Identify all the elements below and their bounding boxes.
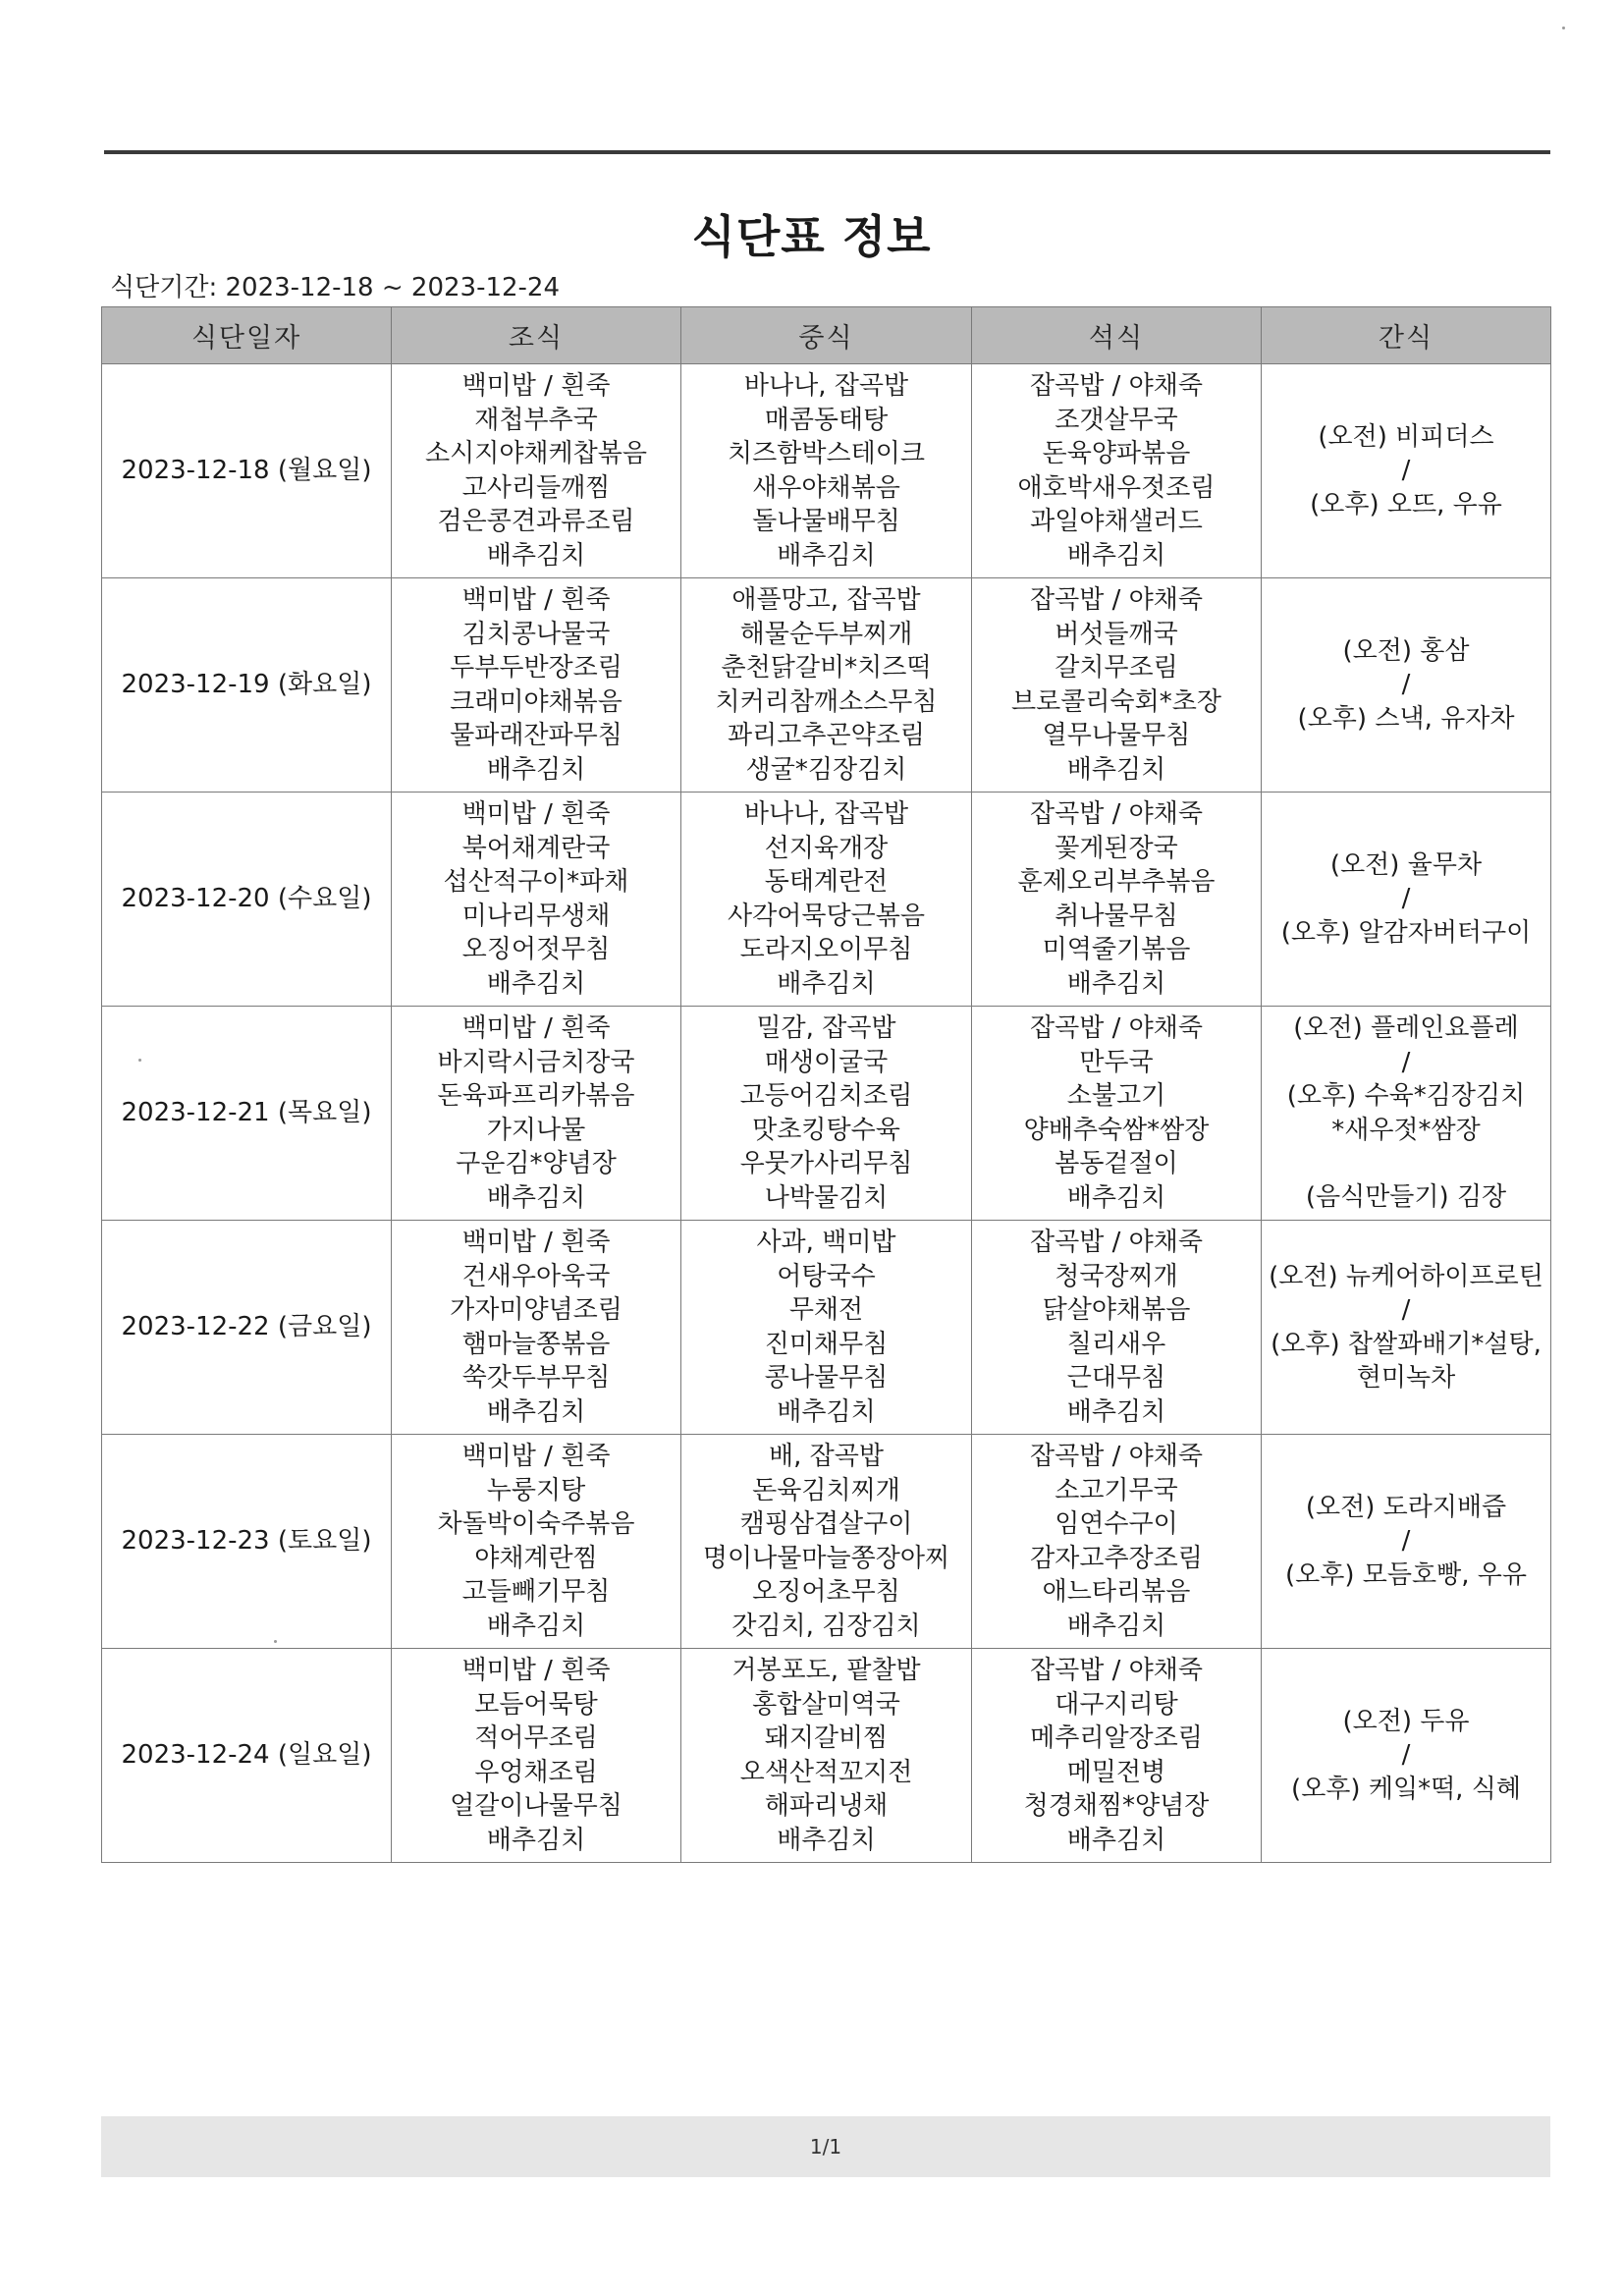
snack-cell	[1262, 1007, 1551, 1221]
date-cell: 2023-12-21 (목요일)	[102, 1007, 392, 1221]
page-title: 식단표 정보	[691, 210, 932, 263]
snack-line: (오후) 수육*김장김치	[1286, 1081, 1526, 1112]
lunch-item: 나박물김치	[764, 1182, 889, 1213]
date-cell: 2023-12-20 (수요일)	[102, 793, 392, 1007]
snack-cell	[1262, 578, 1551, 793]
lunch-item: 우뭇가사리무침	[739, 1149, 913, 1178]
breakfast-item: 소시지야채케찹볶음	[424, 439, 648, 468]
scan-speck	[1562, 27, 1565, 29]
dinner-item: 대구지리탕	[1055, 1689, 1178, 1720]
meal-table-body	[102, 364, 1551, 1863]
breakfast-item: 우엉채조림	[474, 1757, 598, 1787]
breakfast-item: 건새우아욱국	[461, 1261, 611, 1291]
lunch-item: 선지육개장	[764, 833, 889, 863]
meal-row	[102, 364, 1551, 578]
breakfast-cell	[392, 1007, 681, 1221]
lunch-item: 밀감, 잡곡밥	[756, 1013, 896, 1043]
breakfast-cell	[392, 1435, 681, 1649]
lunch-item: 캠핑삼겹살구이	[739, 1509, 913, 1539]
lunch-item: 어탕국수	[777, 1261, 876, 1291]
dinner-item: 근대무침	[1066, 1363, 1166, 1393]
dinner-item: 닭살야채볶음	[1042, 1295, 1191, 1325]
snack-cell	[1262, 793, 1551, 1007]
lunch-item: 매생이굴국	[764, 1047, 889, 1077]
breakfast-item: 쑥갓두부무침	[461, 1363, 611, 1393]
snack-line: /	[1401, 1295, 1411, 1325]
lunch-item: 배추김치	[777, 1396, 876, 1427]
lunch-cell	[681, 578, 972, 793]
breakfast-item: 섭산적구이*파채	[443, 867, 629, 897]
snack-line: (오전) 두유	[1342, 1706, 1470, 1736]
breakfast-item: 배추김치	[486, 968, 586, 999]
dinner-item: 브로콜리숙회*초장	[1011, 686, 1221, 717]
snack-line: (오후) 찹쌀꽈배기*설탕,	[1271, 1329, 1542, 1359]
page-number: 1/1	[809, 2135, 842, 2159]
meal-period: 식단기간: 2023-12-18 ~ 2023-12-24	[110, 273, 561, 302]
snack-line: (오전) 뉴케어하이프로틴	[1269, 1261, 1543, 1291]
snack-line: /	[1401, 456, 1411, 486]
breakfast-item: 배추김치	[486, 1611, 586, 1641]
date-cell: 2023-12-18 (월요일)	[102, 364, 392, 578]
breakfast-item: 오징어젓무침	[461, 935, 611, 964]
snack-line: (오전) 홍삼	[1342, 635, 1470, 666]
snack-line: (오후) 오뜨, 우유	[1310, 489, 1502, 519]
lunch-cell	[681, 793, 972, 1007]
lunch-item: 매콤동태탕	[764, 405, 889, 435]
header-date: 식단일자	[102, 307, 392, 364]
breakfast-item: 백미밥 / 흰죽	[461, 1656, 611, 1685]
breakfast-item: 차돌박이숙주볶음	[437, 1509, 635, 1539]
scan-speck	[274, 1640, 277, 1643]
breakfast-item: 두부두반장조림	[450, 653, 622, 683]
breakfast-item: 백미밥 / 흰죽	[461, 585, 611, 615]
dinner-item: 돈육양파볶음	[1042, 439, 1191, 468]
dinner-item: 만두국	[1079, 1047, 1154, 1077]
breakfast-item: 재첩부추국	[474, 405, 598, 435]
lunch-item: 사각어묵당근볶음	[728, 901, 925, 931]
breakfast-item: 배추김치	[486, 1825, 586, 1855]
breakfast-item: 북어채계란국	[461, 833, 611, 863]
dinner-item: 배추김치	[1066, 1611, 1166, 1641]
dinner-item: 과일야채샐러드	[1030, 507, 1203, 536]
lunch-item: 생굴*김장김치	[745, 754, 907, 785]
lunch-item: 진미채무침	[764, 1329, 889, 1359]
snack-line: (오후) 케잌*떡, 식혜	[1291, 1774, 1521, 1804]
breakfast-item: 백미밥 / 흰죽	[461, 1013, 611, 1043]
dinner-item: 청국장찌개	[1055, 1261, 1178, 1291]
dinner-cell	[972, 1007, 1262, 1221]
dinner-item: 버섯들깨국	[1055, 619, 1178, 649]
lunch-item: 돌나물배무침	[752, 507, 900, 536]
lunch-item: 애플망고, 잡곡밥	[731, 585, 921, 615]
breakfast-item: 미나리무생채	[461, 901, 611, 931]
dinner-item: 봄동겉절이	[1055, 1149, 1178, 1178]
snack-line: *새우젓*쌈장	[1331, 1115, 1481, 1145]
meal-table	[101, 306, 1551, 1863]
dinner-item: 꽃게된장국	[1055, 833, 1178, 863]
dinner-item: 애느타리볶음	[1042, 1577, 1191, 1607]
lunch-item: 치즈함박스테이크	[728, 439, 925, 468]
dinner-item: 잡곡밥 / 야채죽	[1030, 371, 1203, 401]
meal-row	[102, 1007, 1551, 1221]
header-snack: 간식	[1262, 307, 1551, 364]
snack-line: /	[1401, 670, 1411, 700]
lunch-item: 해파리냉채	[764, 1791, 889, 1821]
lunch-item: 배, 잡곡밥	[769, 1442, 884, 1471]
lunch-item: 돈육김치찌개	[752, 1475, 900, 1505]
lunch-cell	[681, 1435, 972, 1649]
lunch-item: 배추김치	[777, 1825, 876, 1855]
dinner-item: 열무나물무침	[1042, 721, 1191, 750]
breakfast-item: 얼갈이나물무침	[450, 1791, 622, 1821]
breakfast-item: 가자미양념조림	[450, 1295, 622, 1325]
snack-line: /	[1401, 1047, 1411, 1077]
snack-line: 현미녹차	[1356, 1363, 1456, 1393]
snack-line: (오후) 모듬호빵, 우유	[1284, 1559, 1527, 1590]
meal-row	[102, 578, 1551, 793]
lunch-item: 오색산적꼬지전	[739, 1757, 913, 1787]
header-lunch: 중식	[681, 307, 972, 364]
snack-line: /	[1401, 1526, 1411, 1557]
lunch-cell	[681, 1007, 972, 1221]
dinner-cell	[972, 1221, 1262, 1435]
lunch-item: 배추김치	[777, 968, 876, 999]
dinner-item: 잡곡밥 / 야채죽	[1030, 799, 1203, 829]
lunch-item: 춘천닭갈비*치즈떡	[721, 653, 932, 683]
header-breakfast: 조식	[392, 307, 681, 364]
dinner-item: 메밀전병	[1066, 1757, 1166, 1787]
breakfast-cell	[392, 793, 681, 1007]
dinner-item: 애호박새우젓조림	[1017, 472, 1216, 503]
snack-cell	[1262, 1649, 1551, 1863]
breakfast-item: 크래미야채볶음	[450, 686, 622, 717]
snack-line: (오전) 도라지배즙	[1305, 1492, 1507, 1522]
breakfast-item: 배추김치	[486, 1396, 586, 1427]
breakfast-cell	[392, 1221, 681, 1435]
lunch-item: 명이나물마늘쫑장아찌	[702, 1543, 950, 1573]
dinner-item: 소불고기	[1066, 1081, 1166, 1111]
meal-row	[102, 1649, 1551, 1863]
lunch-item: 동태계란전	[764, 867, 889, 897]
dinner-cell	[972, 578, 1262, 793]
lunch-item: 갓김치, 김장김치	[731, 1611, 921, 1641]
dinner-item: 감자고추장조림	[1030, 1543, 1203, 1573]
lunch-item: 꽈리고추곤약조림	[728, 721, 925, 750]
lunch-item: 무채전	[788, 1295, 864, 1325]
breakfast-item: 백미밥 / 흰죽	[461, 1228, 611, 1257]
snack-cell	[1262, 1435, 1551, 1649]
date-cell: 2023-12-19 (화요일)	[102, 578, 392, 793]
dinner-cell	[972, 793, 1262, 1007]
breakfast-item: 백미밥 / 흰죽	[461, 799, 611, 829]
lunch-item: 맛초킹탕수육	[752, 1115, 900, 1145]
breakfast-item: 배추김치	[486, 540, 586, 571]
snack-line: (오후) 스낵, 유자차	[1297, 703, 1515, 734]
breakfast-item: 물파래잔파무침	[450, 721, 622, 750]
dinner-cell	[972, 1649, 1262, 1863]
lunch-item: 오징어초무침	[752, 1577, 900, 1607]
breakfast-item: 검은콩견과류조림	[437, 507, 635, 536]
date-cell: 2023-12-22 (금요일)	[102, 1221, 392, 1435]
snack-gap	[1262, 1147, 1550, 1180]
dinner-item: 잡곡밥 / 야채죽	[1030, 1656, 1203, 1685]
lunch-item: 거봉포도, 팥찰밥	[731, 1656, 921, 1685]
breakfast-item: 배추김치	[486, 1182, 586, 1213]
scan-speck	[138, 1059, 141, 1062]
dinner-item: 잡곡밥 / 야채죽	[1030, 585, 1203, 615]
dinner-item: 취나물무침	[1055, 901, 1178, 931]
lunch-item: 바나나, 잡곡밥	[743, 371, 909, 401]
header-row	[102, 307, 1551, 364]
breakfast-cell	[392, 1649, 681, 1863]
breakfast-item: 모듬어묵탕	[474, 1689, 598, 1720]
dinner-item: 배추김치	[1066, 1396, 1166, 1427]
breakfast-item: 고들빼기무침	[461, 1577, 611, 1607]
breakfast-item: 바지락시금치장국	[437, 1047, 635, 1077]
dinner-item: 임연수구이	[1055, 1509, 1178, 1539]
breakfast-item: 햄마늘쫑볶음	[461, 1329, 611, 1359]
breakfast-item: 배추김치	[486, 754, 586, 785]
snack-cell	[1262, 364, 1551, 578]
lunch-cell	[681, 1649, 972, 1863]
meal-row	[102, 1221, 1551, 1435]
dinner-item: 미역줄기볶음	[1042, 935, 1191, 964]
meal-row	[102, 1435, 1551, 1649]
breakfast-item: 백미밥 / 흰죽	[461, 371, 611, 401]
lunch-item: 돼지갈비찜	[764, 1723, 889, 1753]
lunch-item: 홍합살미역국	[752, 1689, 900, 1720]
lunch-cell	[681, 364, 972, 578]
dinner-item: 배추김치	[1066, 540, 1166, 571]
dinner-item: 잡곡밥 / 야채죽	[1030, 1228, 1203, 1257]
snack-line: (음식만들기) 김장	[1305, 1182, 1507, 1213]
lunch-item: 배추김치	[777, 540, 876, 571]
snack-line: /	[1401, 1740, 1411, 1771]
date-cell: 2023-12-23 (토요일)	[102, 1435, 392, 1649]
meal-row	[102, 793, 1551, 1007]
lunch-item: 치커리참깨소스무침	[715, 686, 938, 717]
breakfast-item: 적어무조림	[474, 1723, 598, 1753]
dinner-cell	[972, 1435, 1262, 1649]
snack-line: (오전) 플레인요플레	[1293, 1013, 1519, 1044]
dinner-item: 청경채찜*양념장	[1023, 1791, 1210, 1821]
dinner-item: 칠리새우	[1066, 1329, 1166, 1359]
breakfast-item: 구운김*양념장	[456, 1149, 617, 1178]
snack-line: (오전) 율무차	[1329, 849, 1483, 880]
top-rule	[104, 150, 1550, 154]
lunch-item: 해물순두부찌개	[739, 619, 913, 649]
dinner-item: 배추김치	[1066, 754, 1166, 785]
dinner-item: 메추리알장조림	[1030, 1723, 1203, 1753]
header-dinner: 석식	[972, 307, 1262, 364]
snack-line: (오전) 비피더스	[1318, 421, 1494, 452]
lunch-item: 도라지오이무침	[739, 935, 913, 964]
date-cell: 2023-12-24 (일요일)	[102, 1649, 392, 1863]
snack-line: (오후) 알감자버터구이	[1280, 917, 1532, 948]
dinner-item: 배추김치	[1066, 968, 1166, 999]
page-footer	[101, 2116, 1550, 2177]
lunch-item: 콩나물무침	[764, 1363, 889, 1393]
breakfast-item: 고사리들깨찜	[461, 472, 611, 503]
dinner-item: 갈치무조림	[1055, 653, 1178, 683]
breakfast-item: 야채계란찜	[474, 1543, 598, 1573]
dinner-cell	[972, 364, 1262, 578]
lunch-item: 고등어김치조림	[739, 1081, 913, 1111]
lunch-item: 바나나, 잡곡밥	[743, 799, 909, 829]
lunch-item: 사과, 백미밥	[756, 1228, 896, 1257]
dinner-item: 잡곡밥 / 야채죽	[1030, 1013, 1203, 1043]
dinner-item: 잡곡밥 / 야채죽	[1030, 1442, 1203, 1471]
dinner-item: 배추김치	[1066, 1825, 1166, 1855]
dinner-item: 배추김치	[1066, 1182, 1166, 1213]
dinner-item: 양배추숙쌈*쌈장	[1023, 1115, 1210, 1145]
breakfast-item: 백미밥 / 흰죽	[461, 1442, 611, 1471]
dinner-item: 조갯살무국	[1055, 405, 1178, 435]
dinner-item: 훈제오리부추볶음	[1017, 867, 1216, 897]
snack-cell	[1262, 1221, 1551, 1435]
dinner-item: 소고기무국	[1055, 1475, 1178, 1505]
breakfast-cell	[392, 364, 681, 578]
breakfast-item: 김치콩나물국	[461, 619, 611, 649]
lunch-cell	[681, 1221, 972, 1435]
breakfast-item: 돈육파프리카볶음	[437, 1081, 635, 1111]
breakfast-item: 가지나물	[486, 1115, 586, 1145]
snack-line: /	[1401, 884, 1411, 914]
breakfast-cell	[392, 578, 681, 793]
lunch-item: 새우야채볶음	[752, 472, 900, 503]
breakfast-item: 누룽지탕	[486, 1475, 586, 1505]
